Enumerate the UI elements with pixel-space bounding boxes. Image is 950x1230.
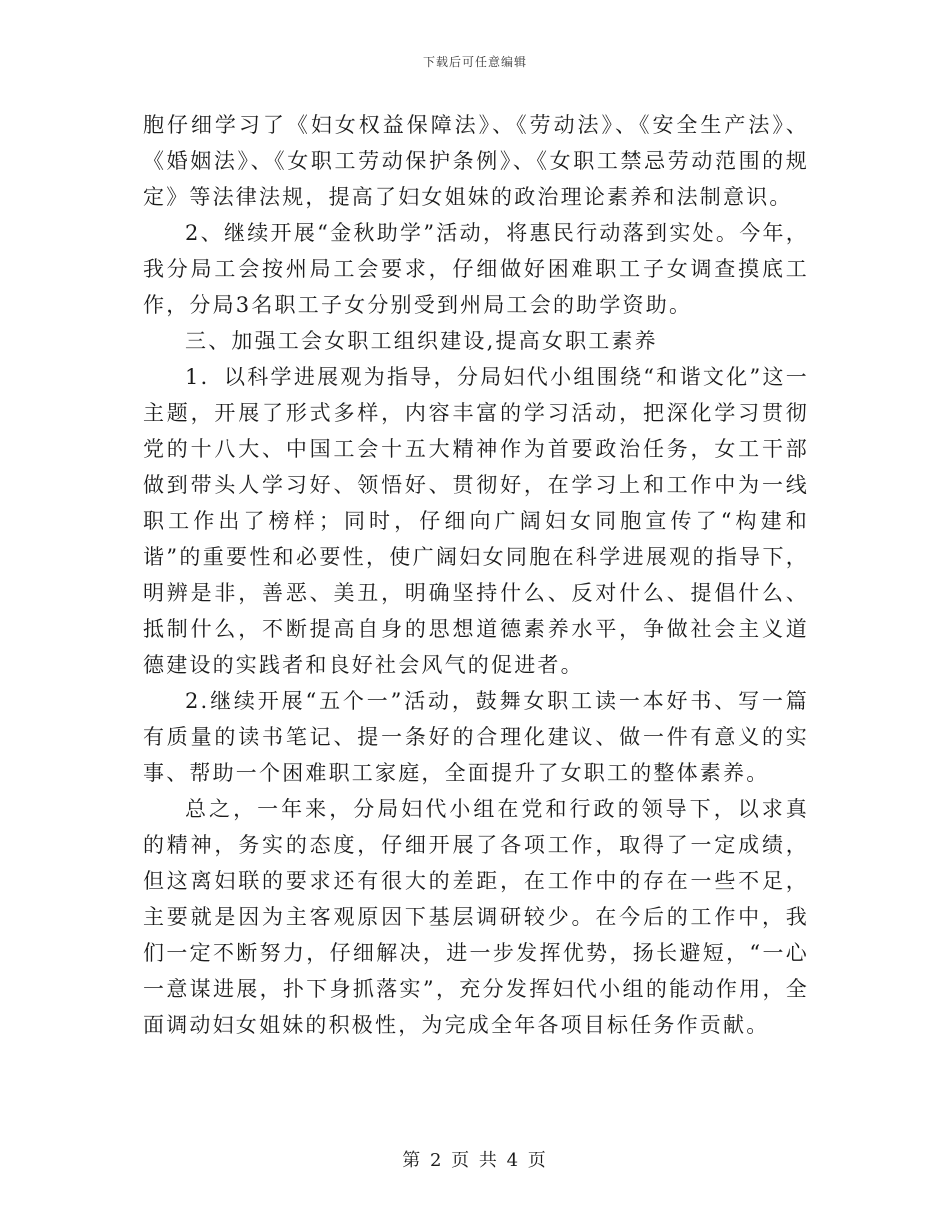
paragraph-4: 2.继续开展“五个一”活动，鼓舞女职工读一本好书、写一篇有质量的读书笔记、提一条好的合理化建议、做一件有意义的实事、帮助一个困难职工家庭，全面提升了女职工的整体素养。 <box>143 689 809 785</box>
paragraph-2: 2、继续开展“金秋助学”活动，将惠民行动落到实处。今年，我分局工会按州局工会要求，仔细做好困难职工子女调查摸底工作，分局3名职工子女分别受到州局工会的助学资助。 <box>143 221 809 317</box>
page-number: 第 2 页 共 4 页 <box>402 1150 548 1171</box>
paragraph-summary: 总之，一年来，分局妇代小组在党和行政的领导下，以求真的精神，务实的态度，仔细开展了各项工作，取得了一定成绩，但这离妇联的要求还有很大的差距，在工作中的存在一些不足，主要就是因为主客观原因下基层调研较少。在今后的工作中，我们一定不断努力，仔细解决，进一步发挥优势，扬长避短，“一心一意谋进展，扑下身抓落实”，充分发挥妇代小组的能动作用，全面调动妇女姐妹的积极性，为完成全年各项目标任务作贡献。 <box>143 797 809 1037</box>
page-header-note: 下载后可任意编辑 <box>422 55 527 69</box>
paragraph-3: 1．以科学进展观为指导，分局妇代小组围绕“和谐文化”这一主题，开展了形式多样，内容丰富的学习活动，把深化学习贯彻党的十八大、中国工会十五大精神作为首要政治任务，女工干部做到带头人学习好、领悟好、贯彻好，在学习上和工作中为一线职工作出了榜样；同时，仔细向广阔妇女同胞宣传了“构建和谐”的重要性和必要性，使广阔妇女同胞在科学进展观的指导下，明辨是非，善恶、美丑，明确坚持什么、反对什么、提倡什么、抵制什么，不断提高自身的思想道德素养水平，争做社会主义道德建设的实践者和良好社会风气的促进者。 <box>143 365 809 677</box>
document-body <box>143 107 809 1043</box>
section-heading-3: 三、加强工会女职工组织建设,提高女职工素养 <box>185 329 658 353</box>
paragraph-1: 胞仔细学习了《妇女权益保障法》、《劳动法》、《安全生产法》、《婚姻法》、《女职工劳动保护条例》、《女职工禁忌劳动范围的规定》等法律法规，提高了妇女姐妹的政治理论素养和法制意识。 <box>143 113 809 209</box>
